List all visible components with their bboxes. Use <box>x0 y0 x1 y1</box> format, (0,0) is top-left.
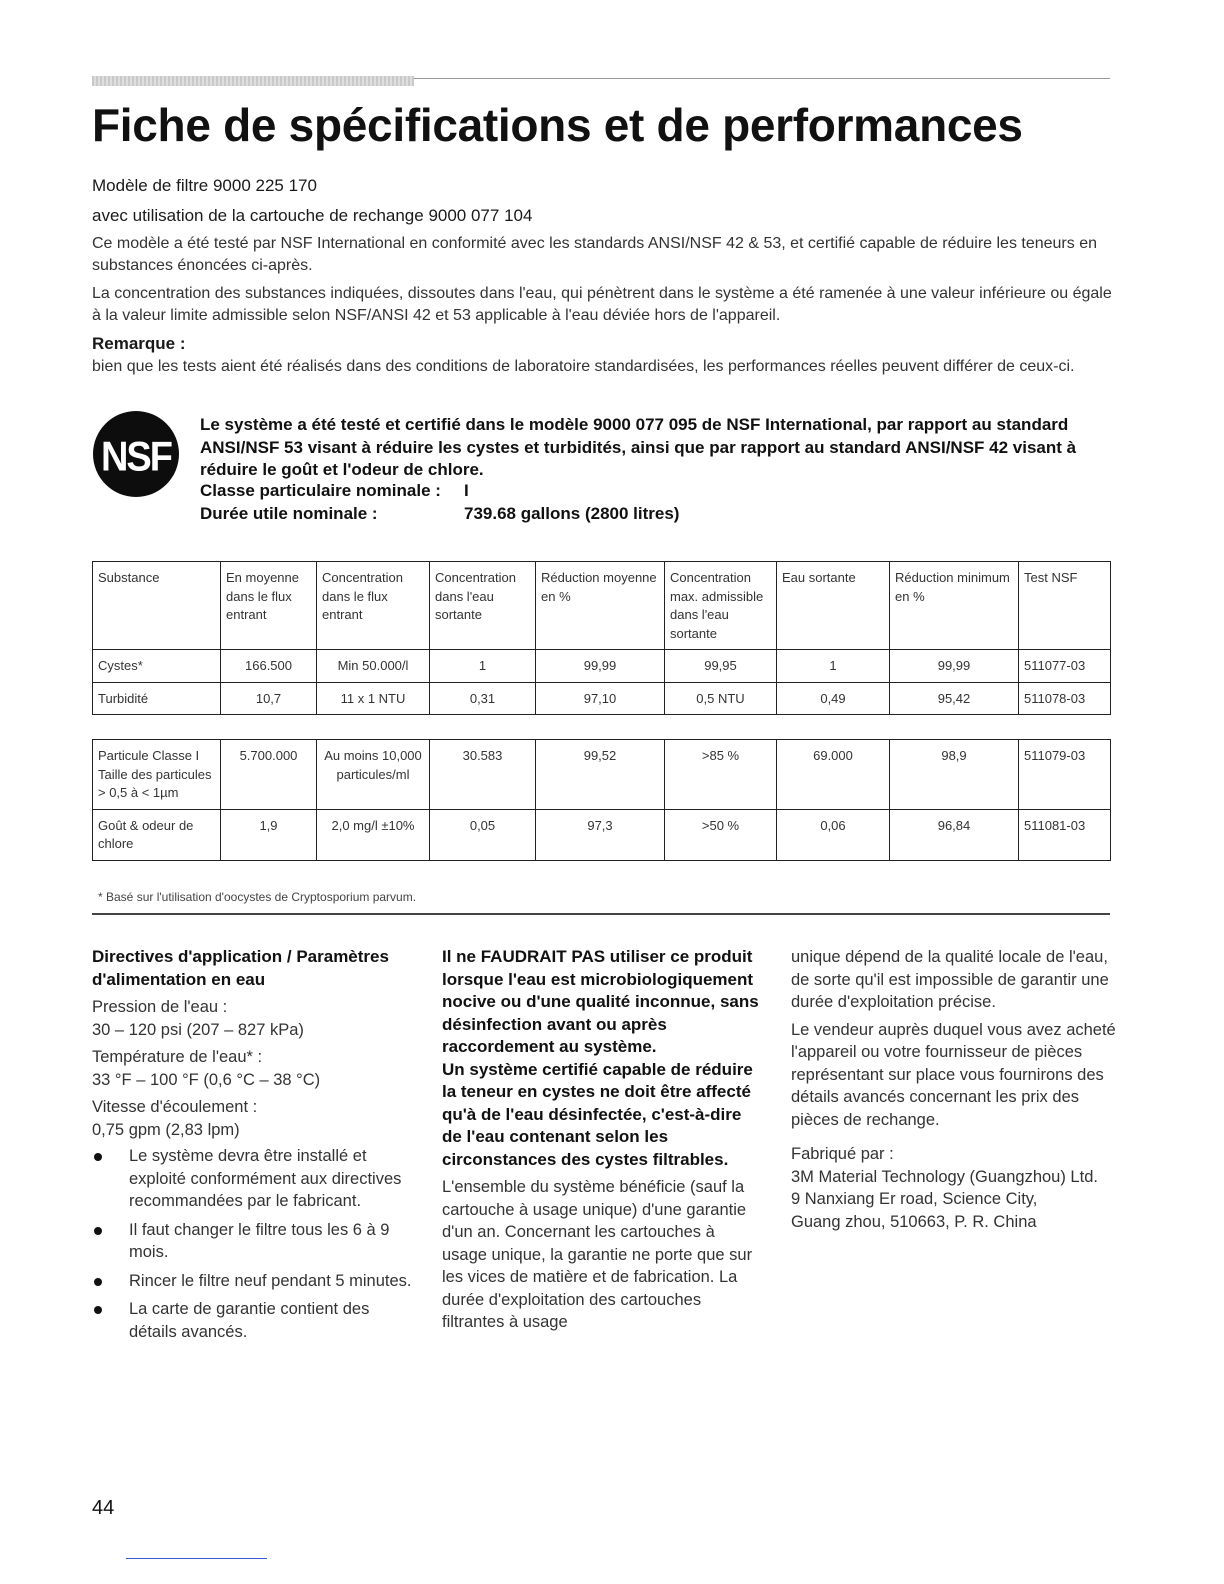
model-line: Modèle de filtre 9000 225 170 <box>92 176 317 195</box>
instruction-list <box>92 1145 412 1343</box>
table-cell: 97,3 <box>536 809 665 860</box>
header-rule-line <box>414 78 1110 79</box>
table-cell: Au moins 10,000 particules/ml <box>317 740 430 810</box>
address-line-2: Guang zhou, 510663, P. R. China <box>791 1212 1037 1231</box>
performance-table-1 <box>92 561 1111 715</box>
header-cell: Substance <box>93 562 221 650</box>
table-row <box>93 809 1111 860</box>
life-label: Durée utile nominale : <box>200 504 378 523</box>
table-cell: 0,05 <box>430 809 536 860</box>
table-cell: Cystes* <box>93 650 221 683</box>
table-cell: 5.700.000 <box>221 740 317 810</box>
header-cell: Test NSF <box>1019 562 1111 650</box>
warning-text-2: Un système certifié capable de réduire la teneur en cystes ne doit être affecté qu'à de l'eau désinfectée, c'est-à-dire de l'eau contenant selon les circonstances des cystes filtrables. <box>442 1059 753 1169</box>
header-cell: Eau sortante <box>777 562 890 650</box>
bullet-icon <box>94 1306 102 1314</box>
table-cell: 99,99 <box>536 650 665 683</box>
table-cell: 0,5 NTU <box>665 682 777 715</box>
remark-title: Remarque : <box>92 334 186 353</box>
warranty-text: L'ensemble du système bénéficie (sauf la cartouche à usage unique) d'une garantie d'un an. Concernant les cartouches à usage unique, la garantie ne porte que sur les vices de matière et de fabrication. La durée d'exploitation des cartouches filtrantes à usage <box>442 1178 753 1331</box>
bottom-underline <box>126 1558 267 1559</box>
column-application <box>92 946 412 1349</box>
application-heading: Directives d'application / Paramètres d'alimentation en eau <box>92 947 389 989</box>
table-cell: 511078-03 <box>1019 682 1111 715</box>
life-row <box>200 504 680 524</box>
warranty-continuation: unique dépend de la qualité locale de l'eau, de sorte qu'il est impossible de garantir une durée d'exploitation précise. <box>791 948 1109 1011</box>
table-cell: 99,99 <box>890 650 1019 683</box>
header-cell: En moyenne dans le flux entrant <box>221 562 317 650</box>
table-cell: Min 50.000/l <box>317 650 430 683</box>
table-cell: 95,42 <box>890 682 1019 715</box>
table-cell: Goût & odeur de chlore <box>93 809 221 860</box>
header-rule <box>92 76 1110 86</box>
header-cell: Concentration dans l'eau sortante <box>430 562 536 650</box>
column-manufacturer <box>791 946 1121 1233</box>
header-cell: Réduction minimum en % <box>890 562 1019 650</box>
flow-label: Vitesse d'écoulement : <box>92 1098 258 1116</box>
temperature-label: Température de l'eau* : <box>92 1048 263 1066</box>
table-cell: 511081-03 <box>1019 809 1111 860</box>
column-warnings <box>442 946 762 1334</box>
page-number: 44 <box>92 1497 115 1519</box>
table-cell: 98,9 <box>890 740 1019 810</box>
table-cell: 2,0 mg/l ±10% <box>317 809 430 860</box>
table-cell: 0,49 <box>777 682 890 715</box>
page-title: Fiche de spécifications et de performances <box>92 99 1023 151</box>
cartridge-line: avec utilisation de la cartouche de rechange 9000 077 104 <box>92 206 533 225</box>
pressure-label: Pression de l'eau : <box>92 998 228 1016</box>
table-cell: 96,84 <box>890 809 1019 860</box>
section-divider <box>92 913 1110 915</box>
flow-value: 0,75 gpm (2,83 lpm) <box>92 1120 240 1139</box>
table-cell: 1 <box>430 650 536 683</box>
table-cell: 511079-03 <box>1019 740 1111 810</box>
temperature-value: 33 °F – 100 °F (0,6 °C – 38 °C) <box>92 1070 321 1089</box>
table-cell: 99,52 <box>536 740 665 810</box>
table-cell: 1,9 <box>221 809 317 860</box>
warning-text-1: Il ne FAUDRAIT PAS utiliser ce produit lorsque l'eau est microbiologiquement nocive ou d'une qualité inconnue, sans désinfection avant ou après raccordement au système. <box>442 947 759 1056</box>
intro-paragraph-1: Ce modèle a été testé par NSF International en conformité avec les standards ANSI/NSF 42 & 53, et certifié capable de réduire les teneurs en substances énoncées ci-après. <box>92 235 1097 274</box>
list-item: La carte de garantie contient des détails avancés. <box>92 1298 412 1343</box>
table-cell: Turbidité <box>93 682 221 715</box>
table-cell: 69.000 <box>777 740 890 810</box>
class-label: Classe particulaire nominale : <box>200 481 441 500</box>
class-row <box>200 481 469 501</box>
performance-table-2 <box>92 739 1111 861</box>
intro-paragraph-2: La concentration des substances indiquées, dissoutes dans l'eau, qui pénètrent dans le système a été ramenée à une valeur inférieure ou égale à la valeur limite admissible selon NSF/ANSI 42 et 53 applicable à l'eau déviée hors de l'appareil. <box>92 285 1112 324</box>
certification-text: Le système a été testé et certifié dans le modèle 9000 077 095 de NSF International, par rapport au standard ANSI/NSF 53 visant à réduire les cystes et turbidités, ainsi que par rapport au standard ANSI/NSF 42 visant à réduire le goût et l'odeur de chlore. <box>200 415 1077 479</box>
list-item: Il faut changer le filtre tous les 6 à 9 mois. <box>92 1219 412 1264</box>
table-cell: 0,06 <box>777 809 890 860</box>
list-item: Le système devra être installé et exploité conformément aux directives recommandées par le fabricant. <box>92 1145 412 1213</box>
nsf-logo-icon <box>92 410 180 498</box>
table-cell: >85 % <box>665 740 777 810</box>
remark-text: bien que les tests aient été réalisés dans des conditions de laboratoire standardisées, les performances réelles peuvent différer de ceux-ci. <box>92 358 1075 375</box>
table-cell: 30.583 <box>430 740 536 810</box>
bullet-icon <box>94 1227 102 1235</box>
address-line-1: 9 Nanxiang Er road, Science City, <box>791 1190 1038 1208</box>
table-row <box>93 740 1111 810</box>
manufacturer-name: 3M Material Technology (Guangzhou) Ltd. <box>791 1167 1098 1186</box>
table-row <box>93 682 1111 715</box>
pressure-value: 30 – 120 psi (207 – 827 kPa) <box>92 1020 304 1039</box>
vendor-text: Le vendeur auprès duquel vous avez acheté l'appareil ou votre fournisseur de pièces représentant sur place vous fournirons des détails avancés concernant les prix des pièces de rechange. <box>791 1020 1116 1129</box>
table-cell: 99,95 <box>665 650 777 683</box>
table-cell: 511077-03 <box>1019 650 1111 683</box>
list-item: Rincer le filtre neuf pendant 5 minutes. <box>92 1270 412 1293</box>
class-value: I <box>464 481 469 500</box>
table-footnote: * Basé sur l'utilisation d'oocystes de Cryptosporium parvum. <box>98 890 417 904</box>
nsf-logo-text: NSF <box>101 433 171 480</box>
table-cell: 97,10 <box>536 682 665 715</box>
table-cell: 10,7 <box>221 682 317 715</box>
table-cell: 0,31 <box>430 682 536 715</box>
manufacturer-label: Fabriqué par : <box>791 1145 894 1163</box>
bullet-icon <box>94 1278 102 1286</box>
bullet-icon <box>94 1153 102 1161</box>
table-header-row <box>93 562 1111 650</box>
table-cell: >50 % <box>665 809 777 860</box>
header-cell: Réduction moyenne en % <box>536 562 665 650</box>
table-cell: 11 x 1 NTU <box>317 682 430 715</box>
header-cell: Concentration max. admissible dans l'eau sortante <box>665 562 777 650</box>
table-row <box>93 650 1111 683</box>
header-cell: Concentration dans le flux entrant <box>317 562 430 650</box>
header-rule-shaded <box>92 76 414 86</box>
table-cell: 166.500 <box>221 650 317 683</box>
table-cell: 1 <box>777 650 890 683</box>
life-value: 739.68 gallons (2800 litres) <box>464 504 680 523</box>
table-cell: Particule Classe I Taille des particules > 0,5 à < 1µm <box>93 740 221 810</box>
